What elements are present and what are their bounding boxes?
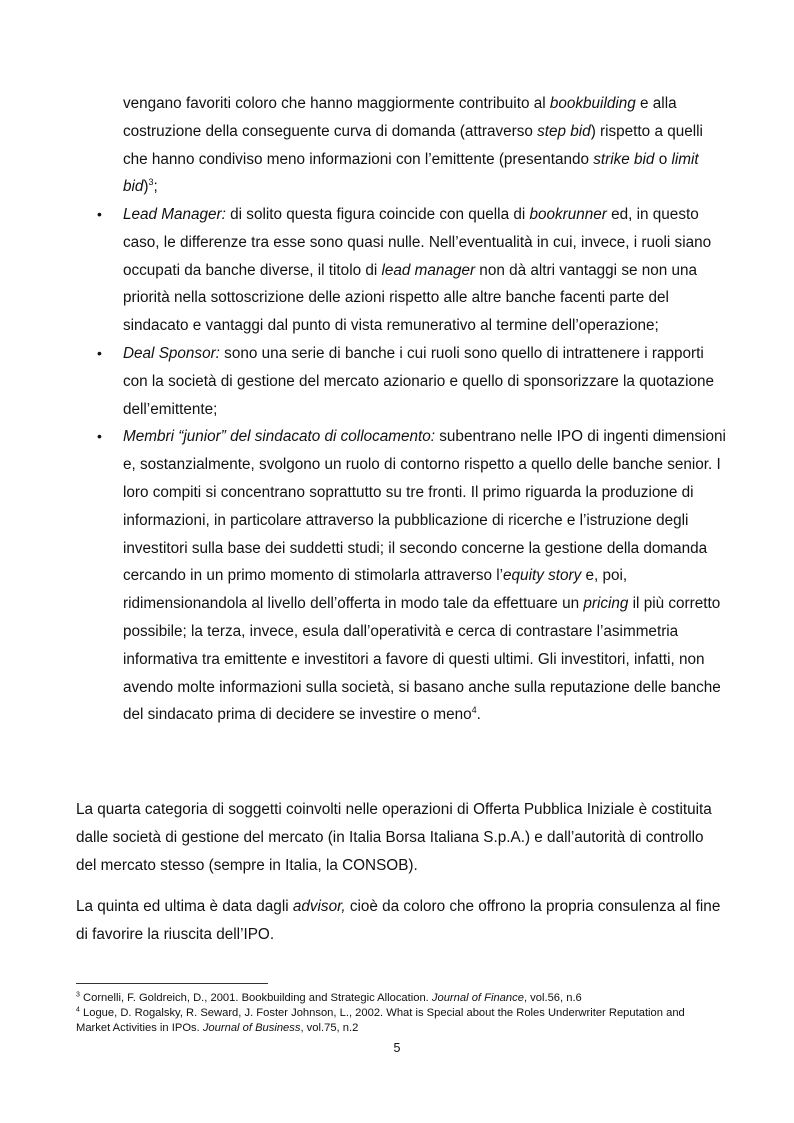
text-run: .	[476, 706, 481, 724]
text-run: e, poi, ridimensionandola al livello dell’offerta in modo tale da effettuare un	[123, 567, 628, 613]
footnote-number: 4	[76, 1006, 80, 1014]
journal-title: Journal of Finance	[431, 992, 524, 1004]
text-run: , vol.75, n.2	[300, 1022, 359, 1034]
footnote-4	[76, 1006, 716, 1036]
footnote-number: 3	[76, 991, 80, 999]
text-run: , vol.56, n.6	[523, 992, 582, 1004]
text-run: subentrano nelle IPO di ingenti dimensioni e, sostanzialmente, svolgono un ruolo di contorno rispetto a quello delle banche senior. I loro compiti si concentrano soprattutto su tre fronti. Il primo riguarda la produzione di informazioni, in particolare attraverso la pubblicazione di ricerche e l’istruzione degli investitori sulla base dei suddetti studi; il secondo concerne la gestione della domanda cercando in un primo momento di stimolarla attraverso l’	[123, 428, 726, 585]
paragraph-quarta-categoria: La quarta categoria di soggetti coinvolti nelle operazioni di Offerta Pubblica Iniziale è costituita dalle società di gestione del mercato (in Italia Borsa Italiana S.p.A.) e dall’autorità di controllo del mercato stesso (sempre in Italia, la CONSOB).	[76, 801, 712, 874]
italic-term: bookbuilding	[549, 95, 636, 112]
bullet-icon: •	[97, 428, 102, 445]
text-run: Logue, D. Rogalsky, R. Seward, J. Foster Johnson, L., 2002. What is Special about the Roles Underwriter Reputation and Market Activities in IPOs.	[76, 1007, 685, 1034]
italic-term: lead manager	[381, 261, 476, 279]
text-run: ed, in questo caso, le differenze tra esse sono quasi nulle. Nell’eventualità in cui, invece, i ruoli siano occupati da banche diverse, il titolo di	[123, 206, 712, 279]
footnote-reference[interactable]: 3	[148, 177, 154, 188]
text-run: Cornelli, F. Goldreich, D., 2001. Bookbuilding and Strategic Allocation.	[79, 992, 432, 1004]
list-item-membri-junior	[76, 423, 726, 729]
page-number: 5	[393, 1041, 401, 1055]
text-run: vengano favoriti coloro che hanno maggiormente contribuito al	[123, 95, 550, 112]
footnote-3	[76, 991, 716, 1006]
text-run: o	[654, 150, 672, 168]
text-run: ;	[153, 178, 158, 196]
italic-term: advisor,	[292, 898, 346, 915]
bullet-icon: •	[97, 206, 102, 222]
list-item-continuation	[123, 90, 723, 201]
italic-term: bookrunner	[529, 206, 607, 223]
text-run: di solito questa figura coincide con quella di	[225, 206, 530, 223]
italic-term: step bid	[537, 122, 591, 140]
text-run: non dà altri vantaggi se non una priorità nella sottoscrizione delle azioni rispetto alle altre banche facenti parte del sindacato e vantaggi dal punto di vista remunerativo al termine dell’operazione;	[123, 261, 698, 335]
text-run: il più corretto possibile; la terza, invece, esula dall’operatività e cerca di contrastare l’asimmetria informativa tra emittente e investitori a favore di questi ultimi. Gli investitori, infatti, non avendo molte informazioni sulla società, si basano anche sulla reputazione delle banche del sindacato prima di decidere se investire o meno	[123, 595, 721, 724]
text-run: La quinta ed ultima è data dagli	[76, 898, 293, 915]
list-item-term: Deal Sponsor:	[123, 344, 220, 362]
text-run: ) rispetto a quelli che hanno condiviso meno informazioni con l’emittente (presentando	[123, 122, 703, 168]
italic-term: limit bid	[123, 150, 699, 196]
italic-term: equity story	[503, 567, 582, 585]
list-item-lead-manager	[76, 201, 726, 340]
text-run: cioè da coloro che offrono la propria consulenza al fine di favorire la riuscita dell’IPO.	[76, 898, 721, 943]
list-item-deal-sponsor	[76, 340, 726, 423]
italic-term: pricing	[583, 595, 629, 613]
bullet-icon: •	[97, 344, 102, 361]
footnote-reference[interactable]: 4	[471, 705, 477, 716]
list-item-term: Lead Manager:	[123, 206, 226, 223]
italic-term: strike bid	[593, 150, 655, 168]
paragraph-quinta-categoria	[76, 893, 726, 949]
footnote-separator	[76, 983, 268, 984]
list-item-term: Membri “junior” del sindacato di collocamento:	[123, 428, 436, 446]
text-run: )	[143, 178, 149, 196]
bullet-list	[76, 201, 726, 729]
journal-title: Journal of Business	[202, 1022, 301, 1034]
text-run: e alla costruzione della conseguente curva di domanda (attraverso	[123, 95, 677, 140]
text-run: sono una serie di banche i cui ruoli sono quello di intrattenere i rapporti con la società di gestione del mercato azionario e quello di sponsorizzare la quotazione dell’emittente;	[123, 344, 714, 418]
